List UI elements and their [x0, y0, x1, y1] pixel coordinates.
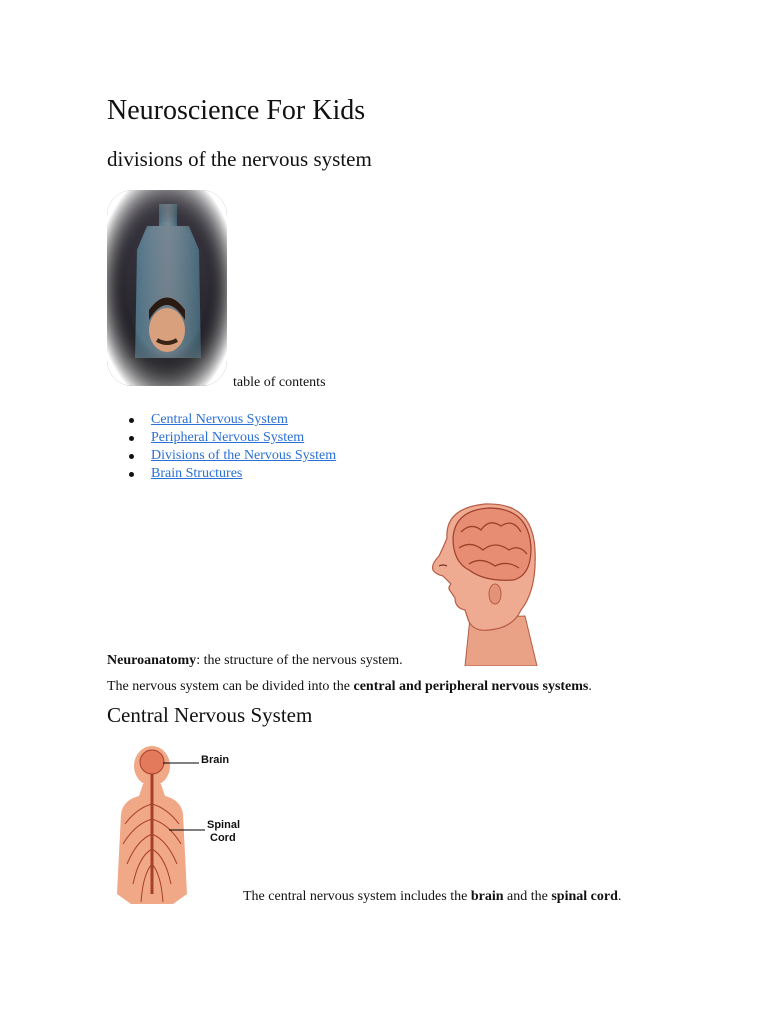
- definition-text: : the structure of the nervous system.: [196, 653, 403, 668]
- page-title: Neuroscience For Kids: [107, 95, 366, 126]
- page-subtitle: divisions of the nervous system: [107, 147, 372, 171]
- divided-bold: central and peripheral nervous systems: [353, 679, 589, 694]
- diagram-label-spinal: Spinal: [207, 819, 241, 831]
- toc-item: [107, 429, 336, 447]
- diagram-label-spinal-cord: [207, 819, 240, 845]
- cns-text-1: The central nervous system includes the: [243, 889, 471, 904]
- toc-item: [107, 447, 336, 465]
- toc-link-peripheral[interactable]: Peripheral Nervous System: [151, 430, 305, 445]
- diagram-label-cord: Cord: [210, 832, 236, 844]
- bullet-icon: [129, 472, 134, 477]
- section-heading-cns: Central Nervous System: [107, 703, 313, 727]
- cns-bold-brain: brain: [470, 889, 504, 904]
- definition-term: Neuroanatomy: [107, 653, 197, 668]
- cns-bold-spinal-cord: spinal cord: [551, 889, 618, 904]
- bullet-icon: [129, 436, 134, 441]
- divided-prefix: The nervous system can be divided into the: [107, 679, 354, 694]
- divided-line: [107, 679, 592, 695]
- diagram-label-brain: Brain: [201, 754, 230, 766]
- toc-link-divisions[interactable]: Divisions of the Nervous System: [151, 448, 337, 463]
- toc-label: table of contents: [233, 375, 326, 390]
- toc-item: [107, 411, 336, 429]
- divided-suffix: .: [588, 679, 592, 694]
- bullet-icon: [129, 418, 134, 423]
- definition-line: [107, 653, 403, 669]
- cns-body-diagram: [107, 744, 247, 904]
- toc-list: [107, 411, 336, 483]
- jar-head-photo: [107, 190, 227, 386]
- cns-text-2: and the: [503, 889, 552, 904]
- toc-link-central[interactable]: Central Nervous System: [151, 412, 288, 427]
- toc-item: [107, 465, 336, 483]
- cns-text-3: .: [617, 889, 622, 904]
- toc-link-brain-structures[interactable]: Brain Structures: [151, 466, 243, 481]
- brain-head-illustration: [425, 498, 545, 666]
- bullet-icon: [129, 454, 134, 459]
- cns-description: [243, 889, 621, 905]
